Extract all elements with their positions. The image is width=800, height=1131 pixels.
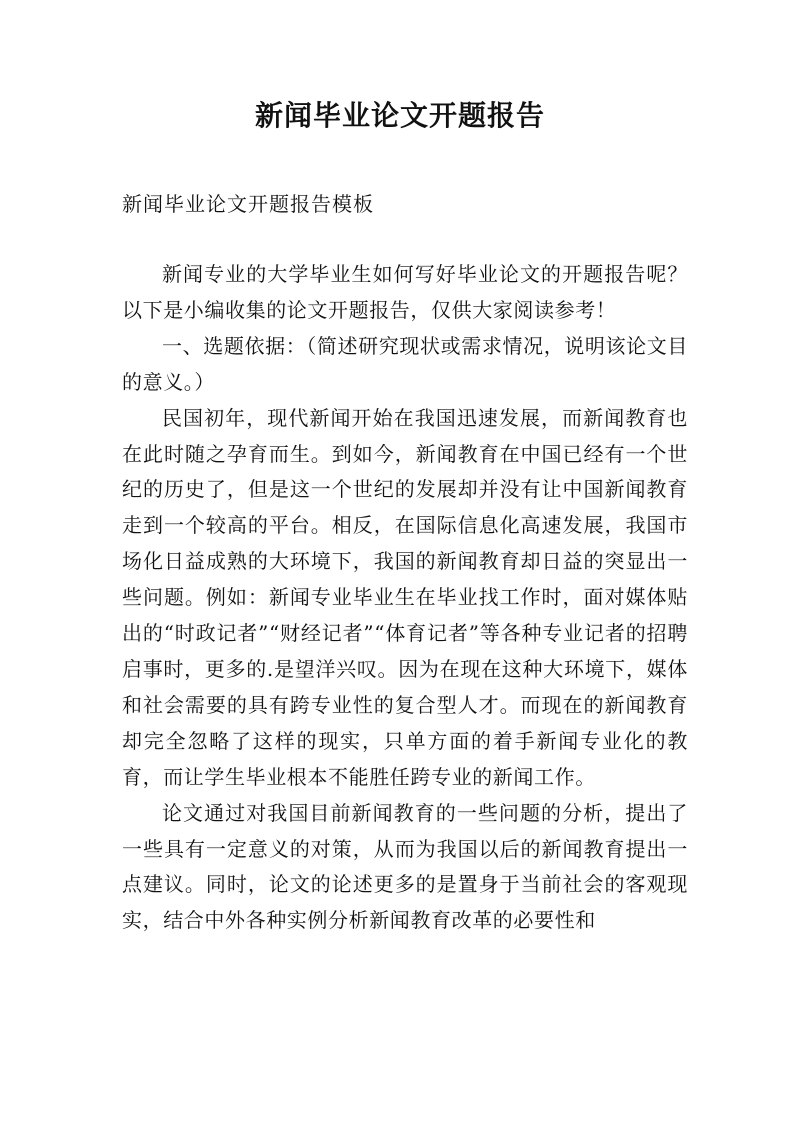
- paragraph-purpose: 论文通过对我国目前新闻教育的一些问题的分析，提出了一些具有一定意义的对策，从而为我国以后的新闻教育提出一点建议。同时，论文的论述更多的是置身于当前社会的客观现实，结合中外各种实例分析新闻教育改革的必要性和: [122, 800, 688, 933]
- paragraph-background: 民国初年，现代新闻开始在我国迅速发展，而新闻教育也在此时随之孕育而生。到如今，新闻教育在中国已经有一个世纪的历史了，但是这一个世纪的发展却并没有让中国新闻教育走到一个较高的平台。相反，在国际信息化高速发展，我国市场化日益成熟的大环境下，我国的新闻教育却日益的突显出一些问题。例如：新闻专业毕业生在毕业找工作时，面对媒体贴出的“时政记者”“财经记者”“体育记者”等各种专业记者的招聘启事时，更多的.是望洋兴叹。因为在现在这种大环境下，媒体和社会需要的具有跨专业性的复合型人才。而现在的新闻教育却完全忽略了这样的现实，只单方面的着手新闻专业化的教育，而让学生毕业根本不能胜任跨专业的新闻工作。: [122, 405, 688, 789]
- document-body: [122, 257, 688, 939]
- page-title: 新闻毕业论文开题报告: [254, 99, 545, 132]
- paragraph-intro: 新闻专业的大学毕业生如何写好毕业论文的开题报告呢？以下是小编收集的论文开题报告，仅供大家阅读参考！: [122, 262, 688, 322]
- paragraph-section-heading: 一、选题依据：（简述研究现状或需求情况，说明该论文目的意义。）: [122, 333, 688, 394]
- document-subtitle: 新闻毕业论文开题报告模板: [122, 192, 374, 216]
